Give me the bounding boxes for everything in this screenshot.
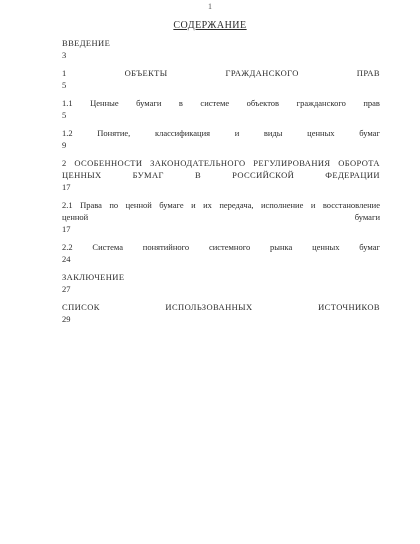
toc-word: РОССИЙСКОЙ [232, 170, 295, 180]
toc-word: 2.2 [62, 242, 73, 252]
toc-word: виды [263, 128, 283, 138]
toc-word: ИСТОЧНИКОВ [318, 302, 380, 312]
toc-word: Ценные [90, 98, 119, 108]
toc-word: 2 [62, 158, 67, 168]
toc-word: ЦЕННЫХ [62, 170, 102, 180]
toc-word: бумаге [159, 200, 184, 210]
toc-entry-section-2-2 [62, 241, 380, 253]
toc-word: и [234, 128, 240, 138]
toc-word: гражданского [296, 98, 346, 108]
toc-word: РЕГУЛИРОВАНИЯ [253, 158, 331, 168]
toc-word: системного [208, 242, 251, 252]
toc-entry-conclusion [62, 271, 380, 283]
toc-word: ЗАКОНОДАТЕЛЬНОГО [150, 158, 246, 168]
toc-word: БУМАГ [132, 170, 164, 180]
toc-word: ОБЪЕКТЫ [124, 68, 168, 78]
toc-word: в [178, 98, 183, 108]
toc-word: ценных [312, 242, 340, 252]
page-number: 1 [208, 2, 212, 11]
toc-word: 1 [62, 68, 67, 78]
toc-entry-section-2-1-cont [62, 211, 380, 223]
toc-word: системе [200, 98, 230, 108]
table-of-contents [62, 37, 380, 325]
toc-word: ценной [125, 200, 152, 210]
toc-entry-page: 9 [62, 140, 67, 150]
toc-entry-chapter-2 [62, 157, 380, 169]
toc-word: 1.2 [62, 128, 73, 138]
toc-word: классификация [154, 128, 211, 138]
toc-word: 2.1 [62, 200, 73, 210]
toc-word: Система [92, 242, 123, 252]
toc-word: и [310, 200, 316, 210]
toc-word: рынка [270, 242, 293, 252]
toc-entry-chapter-1 [62, 67, 380, 79]
page-title: СОДЕРЖАНИЕ [173, 20, 247, 31]
toc-entry-section-2-1 [62, 199, 380, 211]
toc-entry-chapter-2-cont [62, 169, 380, 181]
toc-entry-page: 3 [62, 50, 67, 60]
toc-entry-text: ВВЕДЕНИЕ [62, 38, 111, 48]
toc-word: бумаги [354, 212, 380, 222]
toc-entry-page: 5 [62, 110, 67, 120]
toc-word: бумаги [136, 98, 162, 108]
toc-entry-page: 5 [62, 80, 67, 90]
toc-entry-page: 24 [62, 254, 71, 264]
toc-word: Понятие, [97, 128, 131, 138]
toc-word: ИСПОЛЬЗОВАННЫХ [165, 302, 253, 312]
toc-entry-page: 17 [62, 224, 71, 234]
toc-word: понятийного [142, 242, 190, 252]
toc-entry-references [62, 301, 380, 313]
toc-word: исполнение [260, 200, 304, 210]
toc-word: 1.1 [62, 98, 73, 108]
toc-word: СПИСОК [62, 302, 100, 312]
toc-entry-section-1-2 [62, 127, 380, 139]
toc-word: ГРАЖДАНСКОГО [225, 68, 299, 78]
toc-word: объектов [246, 98, 280, 108]
toc-entry-page: 17 [62, 182, 71, 192]
toc-word: В [194, 170, 202, 180]
toc-word: восстановление [322, 200, 380, 210]
toc-word: ценных [307, 128, 335, 138]
toc-entry-section-1-1 [62, 97, 380, 109]
toc-word: по [109, 200, 119, 210]
toc-word: Права [80, 200, 102, 210]
toc-word: бумаг [359, 128, 380, 138]
toc-word: ОСОБЕННОСТИ [74, 158, 143, 168]
toc-word: их [203, 200, 212, 210]
toc-word: бумаг [359, 242, 380, 252]
toc-word: и [191, 200, 196, 210]
toc-word: ПРАВ [356, 68, 380, 78]
toc-word: передача, [219, 200, 254, 210]
toc-entry-page: 27 [62, 284, 71, 294]
toc-entry-text: ЗАКЛЮЧЕНИЕ [62, 272, 125, 282]
toc-entry-introduction [62, 37, 380, 49]
toc-word: ФЕДЕРАЦИИ [325, 170, 380, 180]
toc-word: ценной [62, 212, 89, 222]
toc-word: ОБОРОТА [338, 158, 380, 168]
toc-word: прав [363, 98, 380, 108]
toc-entry-page: 29 [62, 314, 71, 324]
